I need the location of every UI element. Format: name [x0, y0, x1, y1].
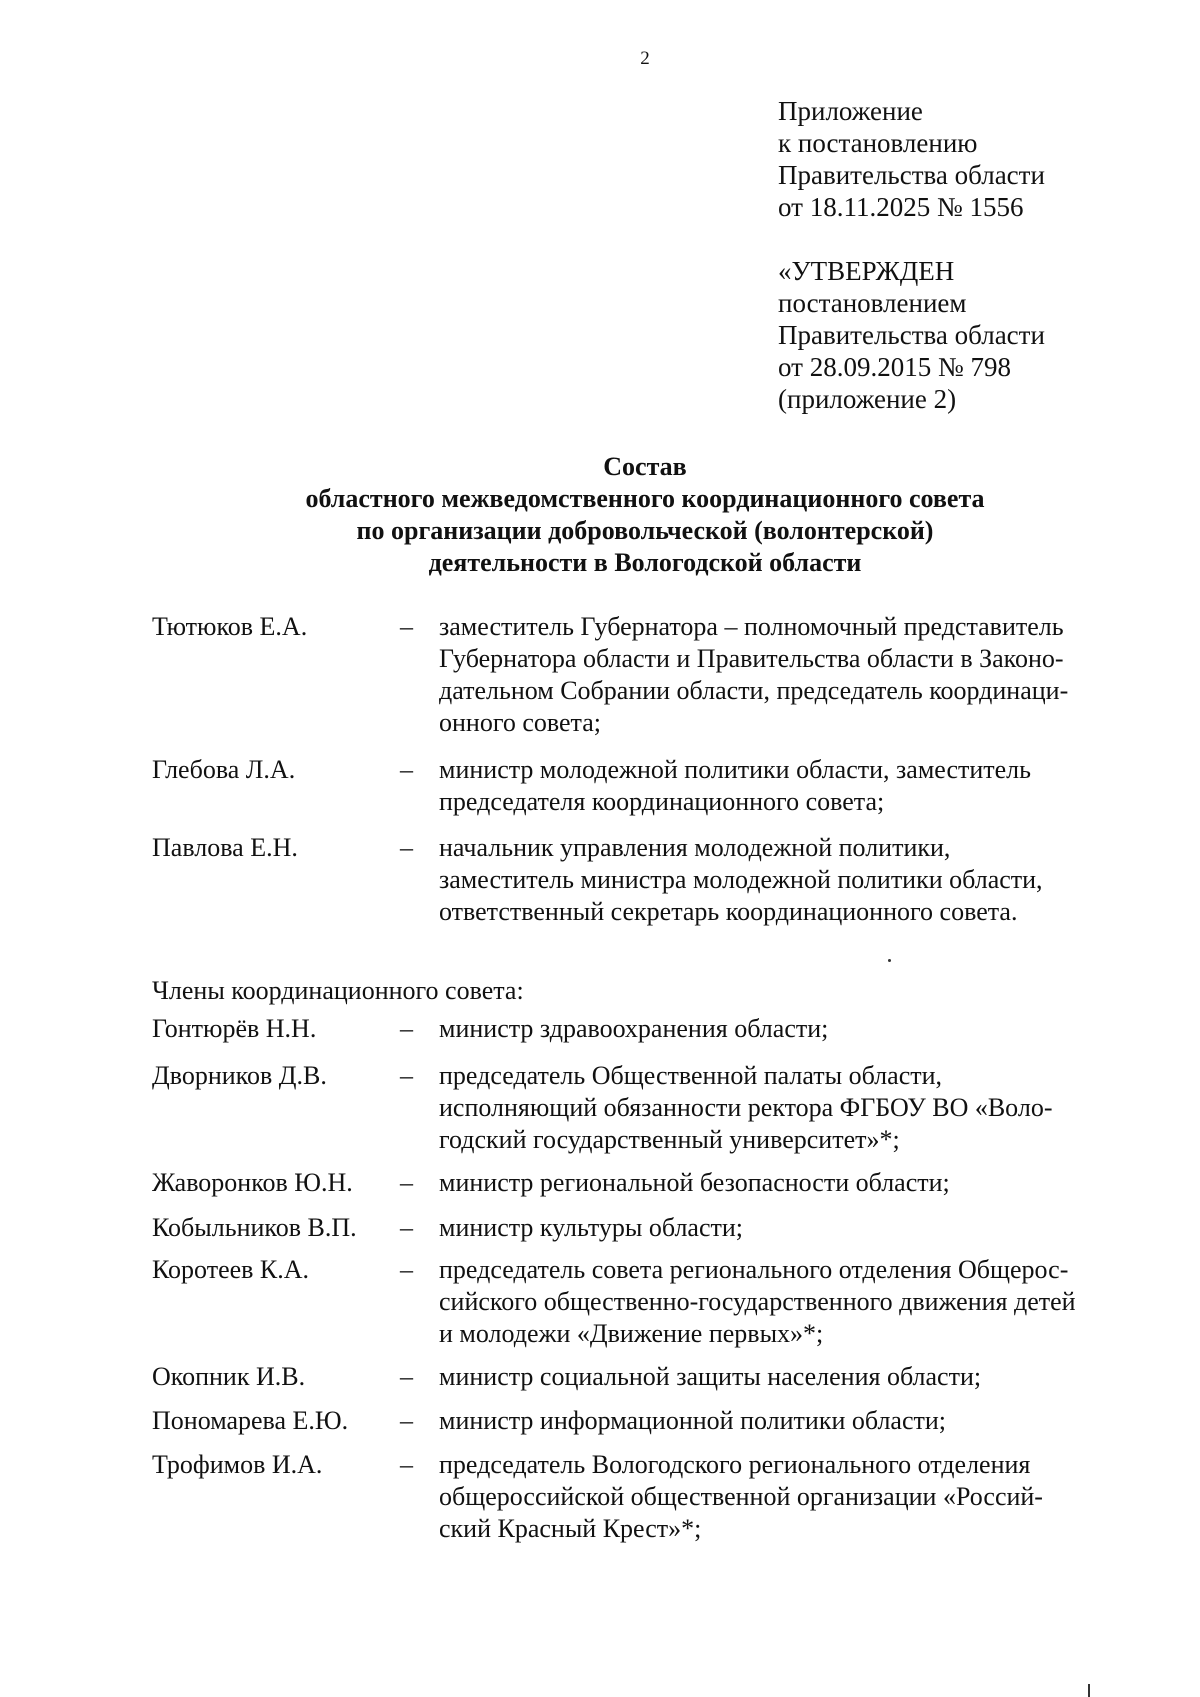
- member-entry: [152, 1361, 1142, 1393]
- member-dash: –: [400, 1450, 413, 1479]
- member-role: [439, 1013, 1142, 1045]
- role-line: онного совета;: [439, 708, 601, 737]
- member-entry: [152, 1449, 1142, 1545]
- member-name: Коротеев К.А.: [152, 1255, 310, 1284]
- member-name: Павлова Е.Н.: [152, 833, 298, 862]
- scan-artifact-dot: [888, 959, 891, 962]
- title-line: по организации добровольческой (волонтерской): [356, 516, 934, 545]
- member-name: Кобыльников В.П.: [152, 1213, 357, 1242]
- appendix-line: Правительства области: [778, 160, 1045, 190]
- member-dash: –: [400, 1213, 413, 1242]
- role-line: ский Красный Крест»*;: [439, 1514, 702, 1543]
- leadership-entry: [152, 611, 1142, 739]
- member-name: Окопник И.В.: [152, 1362, 306, 1391]
- role-line: сийского общественно-государственного движения детей: [439, 1287, 1076, 1316]
- approved-line: (приложение 2): [778, 384, 957, 414]
- member-name: Гонтюрёв Н.Н.: [152, 1014, 317, 1043]
- role-line: министр социальной защиты населения области;: [439, 1362, 982, 1391]
- member-entry: [152, 1060, 1142, 1156]
- member-dash: –: [400, 1362, 413, 1391]
- approved-line: от 28.09.2015 № 798: [778, 352, 1011, 382]
- role-line: министр информационной политики области;: [439, 1406, 946, 1435]
- member-dash: –: [400, 1406, 413, 1435]
- role-line: дательном Собрании области, председатель координаци-: [439, 676, 1069, 705]
- role-line: годский государственный университет»*;: [439, 1125, 900, 1154]
- title-line: Состав: [603, 452, 687, 481]
- member-dash: –: [400, 1168, 413, 1197]
- member-role: [439, 1167, 1142, 1199]
- member-dash: –: [400, 612, 413, 641]
- role-line: и молодежи «Движение первых»*;: [439, 1319, 824, 1348]
- member-name: Жаворонков Ю.Н.: [152, 1168, 353, 1197]
- member-name: Тютюков Е.А.: [152, 612, 308, 641]
- title-line: областного межведомственного координационного совета: [305, 484, 985, 513]
- member-entry: [152, 1013, 1142, 1045]
- member-dash: –: [400, 1255, 413, 1284]
- role-line: министр региональной безопасности области;: [439, 1168, 950, 1197]
- scan-artifact-tick: [1088, 1684, 1090, 1697]
- role-line: министр молодежной политики области, заместитель: [439, 755, 1032, 784]
- member-role: [439, 1254, 1142, 1350]
- role-line: заместитель Губернатора – полномочный представитель: [439, 612, 1064, 641]
- role-line: Губернатора области и Правительства области в Законо-: [439, 644, 1064, 673]
- member-entry: [152, 1254, 1142, 1350]
- approved-line: «УТВЕРЖДЕН: [778, 256, 955, 286]
- appendix-block: [778, 95, 1045, 223]
- member-dash: –: [400, 833, 413, 862]
- role-line: ответственный секретарь координационного совета.: [439, 897, 1018, 926]
- role-line: министр здравоохранения области;: [439, 1014, 829, 1043]
- member-dash: –: [400, 1014, 413, 1043]
- approved-line: постановлением: [778, 288, 967, 318]
- member-entry: [152, 1167, 1142, 1199]
- page-number: 2: [640, 48, 650, 69]
- member-role: [439, 1060, 1142, 1156]
- leadership-entry: [152, 832, 1142, 928]
- members-heading: Члены координационного совета:: [152, 976, 524, 1005]
- role-line: заместитель министра молодежной политики области,: [439, 865, 1043, 894]
- member-role: [439, 832, 1142, 928]
- approved-line: Правительства области: [778, 320, 1045, 350]
- appendix-line: Приложение: [778, 96, 923, 126]
- member-dash: –: [400, 755, 413, 784]
- document-title: [0, 451, 1200, 579]
- role-line: начальник управления молодежной политики,: [439, 833, 951, 862]
- role-line: председателя координационного совета;: [439, 787, 885, 816]
- member-role: [439, 1361, 1142, 1393]
- member-entry: [152, 1405, 1142, 1437]
- member-dash: –: [400, 1061, 413, 1090]
- member-role: [439, 754, 1142, 818]
- role-line: исполняющий обязанности ректора ФГБОУ ВО «Воло-: [439, 1093, 1053, 1122]
- member-role: [439, 1405, 1142, 1437]
- role-line: председатель Вологодского регионального отделения: [439, 1450, 1031, 1479]
- member-role: [439, 1212, 1142, 1244]
- member-name: Пономарева Е.Ю.: [152, 1406, 349, 1435]
- member-name: Трофимов И.А.: [152, 1450, 323, 1479]
- member-name: Дворников Д.В.: [152, 1061, 327, 1090]
- role-line: председатель Общественной палаты области,: [439, 1061, 943, 1090]
- appendix-line: от 18.11.2025 № 1556: [778, 192, 1024, 222]
- leadership-entry: [152, 754, 1142, 818]
- role-line: министр культуры области;: [439, 1213, 744, 1242]
- approved-block: [778, 255, 1045, 415]
- member-entry: [152, 1212, 1142, 1244]
- title-line: деятельности в Вологодской области: [428, 548, 862, 577]
- appendix-line: к постановлению: [778, 128, 978, 158]
- member-name: Глебова Л.А.: [152, 755, 296, 784]
- role-line: председатель совета регионального отделения Общерос-: [439, 1255, 1069, 1284]
- member-role: [439, 1449, 1142, 1545]
- role-line: общероссийской общественной организации «Россий-: [439, 1482, 1043, 1511]
- member-role: [439, 611, 1142, 739]
